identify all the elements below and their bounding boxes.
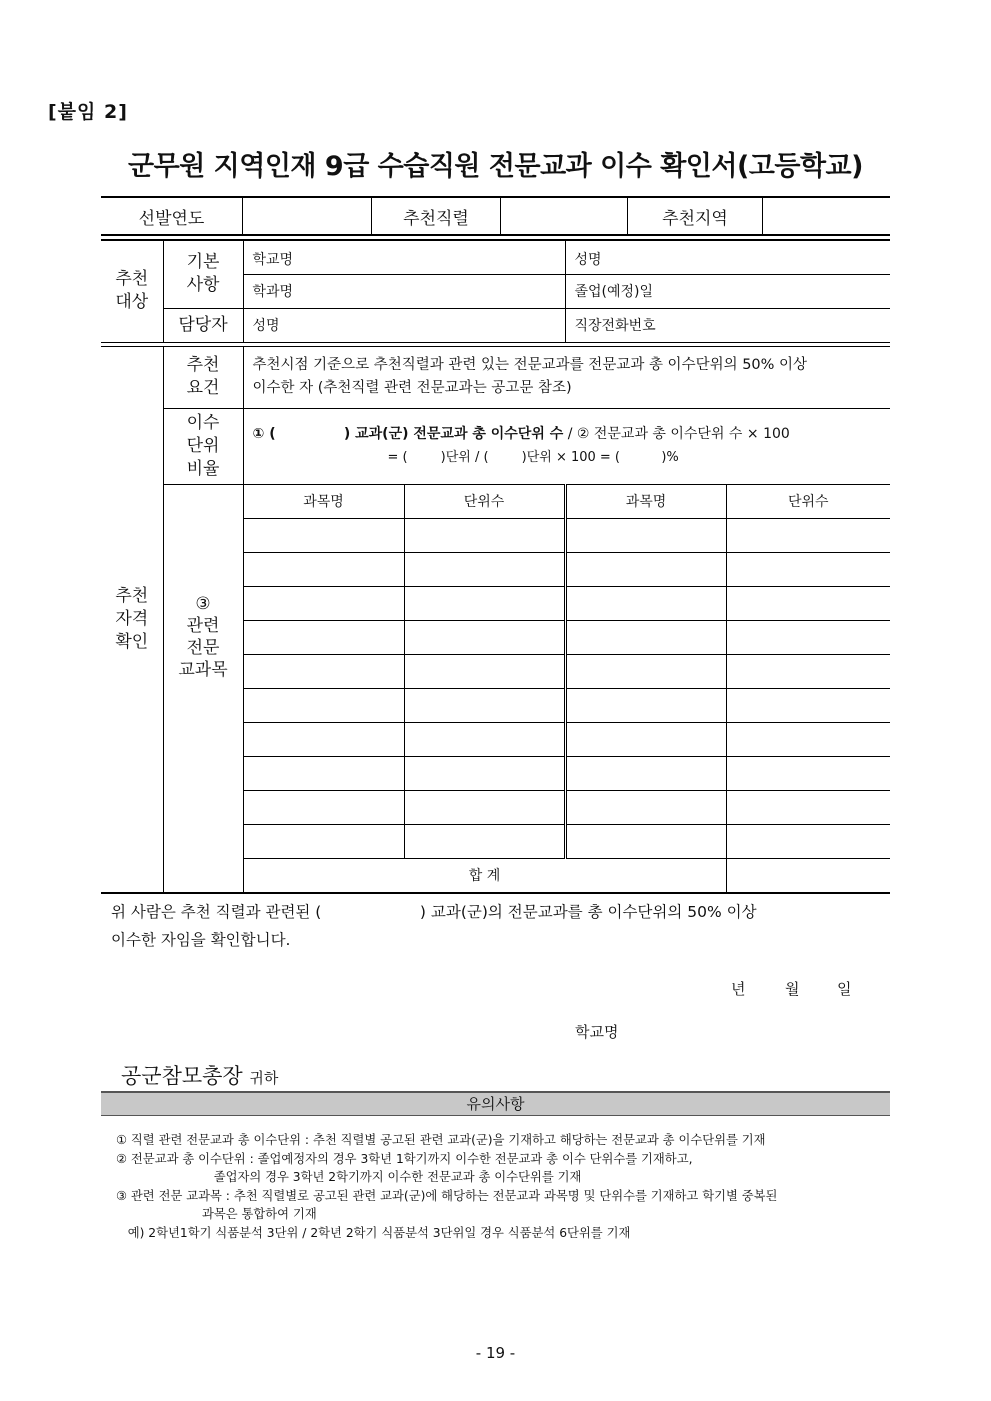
total-units-field[interactable] — [726, 858, 890, 893]
col-units-2: 단위수 — [726, 484, 890, 518]
units-cell[interactable] — [726, 620, 890, 654]
units-cell[interactable] — [404, 552, 565, 586]
target-section-label: 추천 대상 — [101, 240, 163, 342]
job-field[interactable] — [501, 197, 628, 235]
subject-cell[interactable] — [243, 654, 404, 688]
units-cell[interactable] — [404, 620, 565, 654]
year-field[interactable] — [243, 197, 372, 235]
manager-label: 담당자 — [163, 308, 243, 342]
subject-cell[interactable] — [565, 552, 726, 586]
subject-cell[interactable] — [565, 518, 726, 552]
subject-cell[interactable] — [243, 518, 404, 552]
basic-info-label: 기본 사항 — [163, 240, 243, 308]
confirmation-text — [111, 898, 891, 954]
job-label: 추천직렬 — [372, 197, 501, 235]
subject-cell[interactable] — [243, 620, 404, 654]
subject-cell[interactable] — [565, 620, 726, 654]
total-label: 합 계 — [243, 858, 726, 893]
units-cell[interactable] — [726, 586, 890, 620]
ratio-formula-line2: = ( )단위 / ( )단위 × 100 = ( )% — [387, 450, 679, 465]
subject-cell[interactable] — [243, 824, 404, 858]
units-cell[interactable] — [404, 790, 565, 824]
requirement-line-2: 이수한 자 (추천직렬 관련 전문교과는 공고문 참조) — [252, 380, 572, 396]
units-cell[interactable] — [726, 790, 890, 824]
units-cell[interactable] — [404, 688, 565, 722]
date-year-label: 년 — [731, 980, 746, 998]
attachment-label: [붙임 2] — [48, 101, 128, 123]
region-label: 추천지역 — [628, 197, 763, 235]
grad-date-field[interactable]: 졸업(예정)일 — [565, 274, 890, 308]
date-month-label: 월 — [785, 980, 800, 998]
units-cell[interactable] — [726, 756, 890, 790]
units-cell[interactable] — [726, 824, 890, 858]
region-field[interactable] — [763, 197, 891, 235]
units-cell[interactable] — [404, 824, 565, 858]
col-subject-2: 과목명 — [565, 484, 726, 518]
subject-cell[interactable] — [565, 654, 726, 688]
units-cell[interactable] — [726, 518, 890, 552]
subject-cell[interactable] — [565, 790, 726, 824]
subject-cell[interactable] — [243, 790, 404, 824]
name-field[interactable]: 성명 — [565, 240, 890, 274]
units-cell[interactable] — [404, 722, 565, 756]
related-courses-label: ③ 관련 전문 교과목 — [163, 484, 243, 893]
selection-info-table — [101, 196, 890, 236]
subject-cell[interactable] — [243, 586, 404, 620]
confirmation-line-2: 이수한 자임을 확인합니다. — [111, 931, 291, 949]
ratio-label: 이수 단위 비율 — [163, 408, 243, 484]
units-cell[interactable] — [726, 722, 890, 756]
date-day-label: 일 — [837, 980, 852, 998]
units-cell[interactable] — [404, 518, 565, 552]
school-signature-label: 학교명 — [575, 1023, 619, 1041]
units-cell[interactable] — [726, 688, 890, 722]
year-label: 선발연도 — [101, 197, 243, 235]
main-form-table — [101, 239, 890, 894]
document-title: 군무원 지역인재 9급 수습직원 전문교과 이수 확인서(고등학교) — [128, 151, 863, 182]
requirement-line-1: 추천시점 기준으로 추천직렬과 관련 있는 전문교과를 전문교과 총 이수단위의 50% 이상 — [252, 357, 808, 373]
confirmation-line-1: 위 사람은 추천 직렬과 관련된 ( ) 교과(군)의 전문교과를 총 이수단위의 50% 이상 — [111, 903, 757, 921]
units-cell[interactable] — [404, 654, 565, 688]
subject-cell[interactable] — [565, 688, 726, 722]
manager-name-field[interactable]: 성명 — [243, 308, 565, 342]
units-cell[interactable] — [726, 654, 890, 688]
dept-name-field[interactable]: 학과명 — [243, 274, 565, 308]
col-units-1: 단위수 — [404, 484, 565, 518]
addressee — [121, 1060, 278, 1090]
ratio-formula-rest: / ② 전문교과 총 이수단위 수 × 100 — [563, 426, 790, 442]
units-cell[interactable] — [404, 756, 565, 790]
subject-cell[interactable] — [243, 722, 404, 756]
subject-cell[interactable] — [565, 756, 726, 790]
work-phone-field[interactable]: 직장전화번호 — [565, 308, 890, 342]
subject-cell[interactable] — [243, 552, 404, 586]
subject-cell[interactable] — [565, 722, 726, 756]
subject-cell[interactable] — [243, 688, 404, 722]
honorific: 귀하 — [249, 1069, 279, 1087]
requirement-text — [243, 346, 890, 408]
qualification-section-label: 추천 자격 확인 — [101, 346, 163, 893]
ratio-formula — [243, 408, 890, 484]
units-cell[interactable] — [726, 552, 890, 586]
col-subject-1: 과목명 — [243, 484, 404, 518]
subject-cell[interactable] — [565, 586, 726, 620]
requirement-label: 추천 요건 — [163, 346, 243, 408]
addressee-name: 공군참모총장 — [121, 1064, 243, 1088]
units-cell[interactable] — [404, 586, 565, 620]
school-name-field[interactable]: 학교명 — [243, 240, 565, 274]
notes-title: 유의사항 — [101, 1091, 890, 1116]
ratio-formula-bold: ① ( ) 교과(군) 전문교과 총 이수단위 수 — [252, 426, 564, 442]
page-number: - 19 - — [475, 1344, 516, 1362]
notes-text: ① 직렬 관련 전문교과 총 이수단위 : 추천 직렬별 공고된 관련 교과(군)을 기재하고 해당하는 전문교과 총 이수단위를 기재 ② 전문교과 총 이수단위 : 졸업예정자의 경우 3학년 1학기까지 이수한 전문교과 총 이수 단위수를 기재하고, 졸업자의 경우 3학년 2학기까지 이수한 전문교과 총 이수단위를 기재 ③ 관련 전문 교과목 : 추천 직렬별로 공고된 관련 교과(군)에 해당하는 전문교과 과목명 및 단위수를 기재하고 학기별 중복된 과목은 통합하여 기재 예) 2학년1학기 식품분석 3단위 / 2학년 2학기 식품분석 3단위일 경우 식품분석 6단위를 기재 — [116, 1133, 778, 1240]
subject-cell[interactable] — [243, 756, 404, 790]
subject-cell[interactable] — [565, 824, 726, 858]
